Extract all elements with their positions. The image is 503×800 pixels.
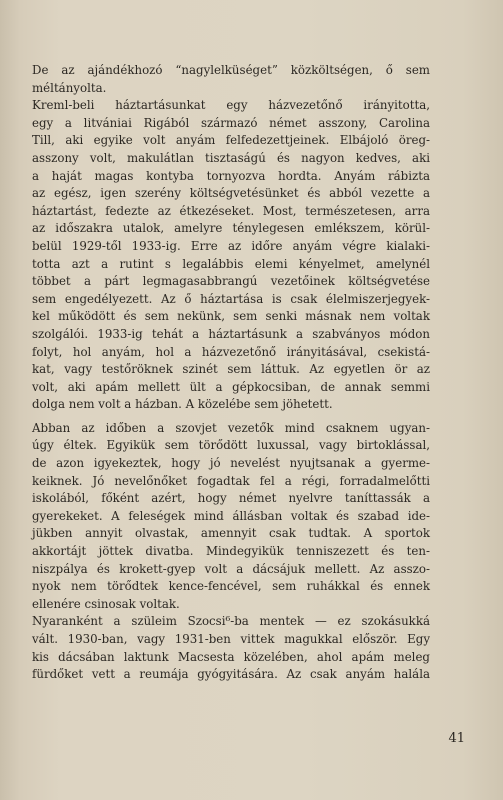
text-line: kat, vagy testőröknek szinét sem láttuk. Az egyetlen ör az [32,362,430,377]
text-line: gyerekeket. A feleségek mind állásban voltak és szabad ide- [32,508,430,523]
text-line: Kreml-beli háztartásunkat egy házvezetőnő irányitotta, [32,98,430,113]
text-line: Nyaranként a szüleim Szocsi⁶-ba mentek — ez szokásukká [32,614,430,629]
text-line: az egész, igen szerény költségvetésünket és abból vezette a [32,186,430,201]
paragraph-3 [32,420,430,614]
text-line: kis dácsában laktunk Macsesta közelében, ahol apám meleg [32,649,430,664]
text-line: Till, aki egyike volt anyám felfedezettjeinek. Elbájoló öreg- [32,133,430,148]
page-number: 41 [448,731,465,746]
text-line: de azon igyekeztek, hogy jó nevelést nyujtsanak a gyerme- [32,456,430,471]
paragraph-1 [32,62,430,97]
text-line: kel működött és sem nekünk, sem senki másnak nem voltak [32,309,430,324]
text-line: dolga nem volt a házban. A közelébe sem jöhetett. [32,397,333,412]
text-line: egy a litvániai Rigából származó német asszony, Carolina [32,115,430,130]
text-line: háztartást, fedezte az étkezéseket. Most, természetesen, arra [32,203,430,218]
text-line: folyt, hol anyám, hol a házvezetőnő irányitásával, csekistá- [32,344,430,359]
body-text [32,62,430,684]
text-line: méltányolta. [32,80,107,95]
text-line: belül 1929-től 1933-ig. Erre az időre anyám végre kialaki- [32,238,430,253]
text-line: sem engedélyezett. Az ő háztartása is csak élelmiszerjegyek- [32,291,430,306]
text-line: a haját magas kontyba tornyozva hordta. Anyám rábizta [32,168,430,183]
text-line: szolgálói. 1933-ig tehát a háztartásunk a szabványos módon [32,326,430,341]
paragraph-2 [32,97,430,414]
text-line: akkortájt jöttek divatba. Mindegyikük tenniszezett és ten- [32,544,430,559]
text-line: az időszakra utalok, amelyre ténylegesen emlékszem, körül- [32,221,430,236]
text-line: többet a párt legmagasabbrangú vezetőinek költségvetése [32,274,430,289]
text-line: volt, aki apám mellett ült a gépkocsiban, de annak semmi [32,379,430,394]
text-line: nyok nem törődtek kence-fencével, sem ruhákkal és ennek [32,579,430,594]
text-line: iskolából, főként azért, hogy német nyelvre taníttassák a [32,491,430,506]
text-line: úgy éltek. Egyikük sem törődött luxussal, vagy birtoklással, [32,438,430,453]
text-line: vált. 1930-ban, vagy 1931-ben vittek magukkal először. Egy [32,632,430,646]
text-line: asszony volt, makulátlan tisztaságú és nagyon kedves, aki [32,150,430,165]
text-line: jükben annyit olvastak, amennyit csak tudtak. A sportok [32,526,430,541]
text-line: keiknek. Jó nevelőnőket fogadtak fel a régi, forradalmelőtti [32,473,430,488]
text-line: totta azt a rutint s legalábbis elemi kényelmet, amelynél [32,256,430,271]
text-line: Abban az időben a szovjet vezetők mind csaknem ugyan- [32,420,430,435]
text-line: fürdőket vett a reumája gyógyitására. Az csak anyám halála [32,667,430,682]
text-line: De az ajándékhozó “nagylelküséget” közköltségen, ő sem [32,63,430,77]
text-line: niszpálya és krokett-gyep volt a dácsájuk mellett. Az asszo- [32,561,430,576]
paragraph-4 [32,613,430,683]
text-line: ellenére csinosak voltak. [32,596,180,611]
